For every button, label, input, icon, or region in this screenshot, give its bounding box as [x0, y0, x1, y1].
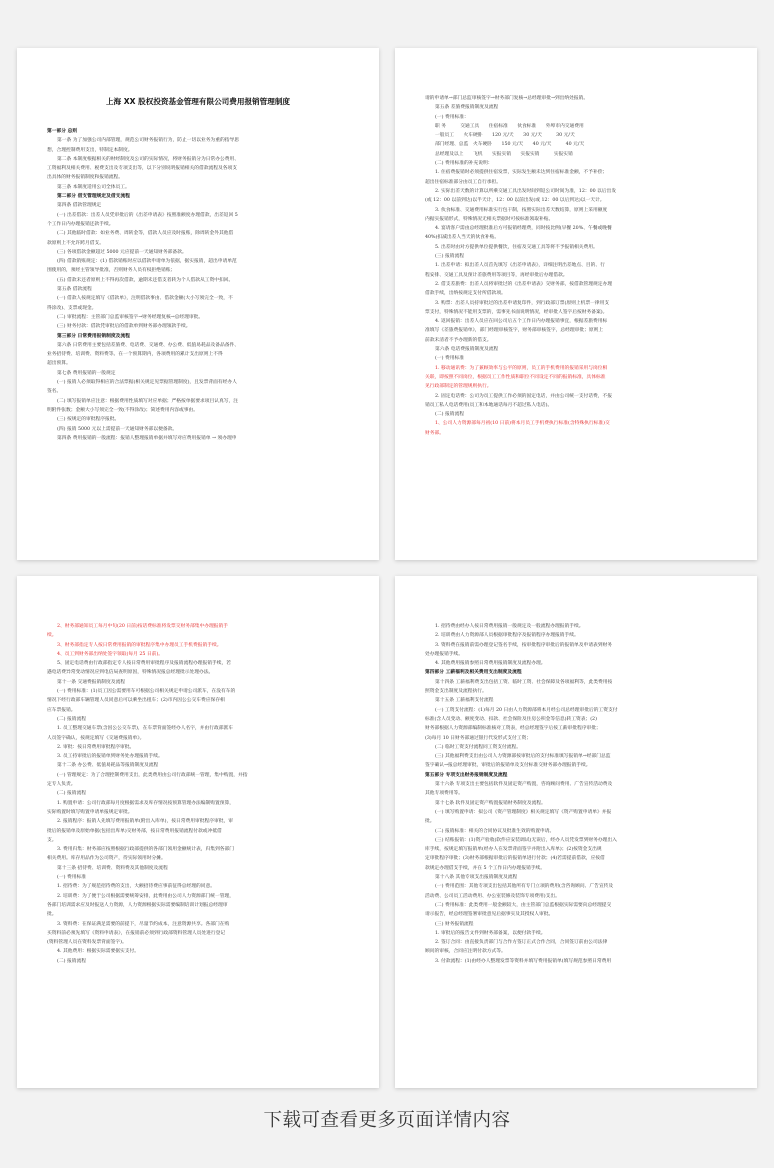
text-line: 1. 审批后的报告文件到财务部备案，以便付款手续。: [435, 930, 546, 936]
text-line: 第二部分 借支管理规定及借支流程: [57, 194, 130, 200]
text-line: 4、员工到财务部出纳处签字领取(每月 25 日前)。: [57, 651, 164, 657]
text-line: 第三部分 日常费用报销制度及流程: [57, 333, 130, 339]
text-line: (三) 财务付款：借款凭审批后的借款单到财务部办理领款手续。: [57, 324, 191, 330]
text-line: 40%)扣减出差人当天的伙食补贴。: [425, 235, 500, 241]
text-line: 2. 报销程序：报销人先填写费用报销单(附出入库单)，按日常费用审批程序审批，审: [57, 819, 233, 825]
text-line: 遇电话费异常变动情况应到电信局查明原因，特殊情况报总经理批示处理办法。: [47, 670, 214, 676]
text-line: 第十七条 软件及固定资产购置报销财务制度及流程。: [435, 800, 546, 806]
text-line: 2. 培训费：为了便于公司根据需要统筹安排，此费用由公司人力资源部门统一管理，: [57, 893, 235, 899]
text-line: 定专人负责。: [47, 782, 76, 788]
text-line: 顾问的审核，合同应注明付款方式等。: [425, 949, 506, 955]
text-line: 5、固定电话费由行政部指定专人按日常费用审批程序及报销流程办理报销手续，若: [57, 661, 232, 667]
text-line: 1. 招待费由经办人按日常费用报销一般规定及一般流程办理报销手续。: [435, 624, 584, 629]
text-line: (一) 填写购置申请：拟公司《资产管理制度》相关规定填写《资产购置申请单》并报: [435, 809, 612, 815]
document-page-2: [395, 48, 757, 560]
text-line: 职 务 交通工具 住宿标准 伙食标准 外埠市内交通费用: [435, 123, 584, 129]
text-line: 第三条 本制度适用公司全体员工。: [57, 184, 130, 190]
text-line: (二) 费用标准的补充说明：: [435, 161, 493, 167]
text-line: 程安排、交通工具及预计差旅费用等项目等，再经审批后办理借款。: [425, 272, 568, 278]
text-line: 处办理报销手续。: [425, 651, 464, 657]
text-line: (三) 报销流程: [435, 254, 464, 260]
text-line: 款原则上不允许跨月借支。: [47, 240, 105, 246]
text-line: 销员工私人电话费用(员工和本地通话每月不超过私人电话)。: [425, 402, 553, 408]
text-line: (3)每月 10 日财务部通过银行代发形式支付工资；: [425, 735, 532, 741]
text-line: 第四条 费用报销的一般流程：报销人整理报销单据并填写对应费用报销单 → 须办理申: [57, 435, 237, 441]
text-line: 第十六条 专项支出主要包括软件及固定资产购置，咨询顾问费用、广告宣传活动费及: [435, 782, 613, 788]
text-line: 一般员工 火车硬卧 120 元/天 30 元/天 30 元/天: [435, 133, 575, 139]
text-line: (四) 报销 5000 元以上需提前一天通知财务部以便备款。: [57, 426, 178, 432]
text-line: 第五条 借款流程: [57, 287, 92, 293]
text-line: 第五条 差旅费报销制度及流程: [435, 105, 499, 111]
text-line: 1. 购置申请：公司行政部每月度根据需求及库存情况按预算管理办法编制购置预算，: [57, 800, 235, 806]
text-line: 3. 付款流程：(1)由经办人整理发票等资料并填写费用报销单(填写规范参照日常费用: [435, 958, 612, 964]
text-line: 活动费、公司员工活动费用、办公室装修及装饰专项费用)支出。: [425, 893, 560, 899]
text-line: 3. 伙食标准、交通费用标准实行包干制，按照实际出差天数结算，原则上采用额度: [435, 207, 608, 213]
text-line: (一) 费用标准: [57, 875, 86, 881]
text-line: 部门经理、总监 火车硬卧 150 元/天 40 元/天 40 元/天: [435, 142, 585, 148]
text-line: (一) 管理规定：为了合理控制费用支出，此类费用由公司行政部统一管理，集中购置，并指: [57, 772, 248, 778]
text-line: 实际购置时填写购置申请单报规定审批。: [47, 809, 133, 815]
text-line: 支。: [47, 837, 57, 843]
text-line: 第六条 日常费用主要包括差旅费、电话费、交通费、办公费、低值易耗品及备品备件、: [57, 342, 240, 348]
text-line: 4. 其他费用：根据实际需要据实支付。: [57, 949, 140, 955]
text-line: 签名。: [47, 389, 62, 395]
text-line: 前款未清者不予办理新的借支。: [425, 337, 492, 343]
text-line: 准填写《差旅费报销单》，部门经理审核签字，财务部审核签字，总经理审批；原则上: [425, 328, 604, 334]
text-line: 签字确认→报总经理审批，审批后的报销单及支付标准交财务部办理报销手续。: [425, 763, 591, 769]
text-line: 总经理及以上 飞机 实报实销 实报实销 实报实销: [435, 151, 573, 157]
text-line: (三) 结账报销：(1)资产验收(软件应安装调试)无误后，经办人员凭发票到财务办理出入: [435, 837, 617, 843]
document-page-4: [395, 576, 757, 1088]
text-line: (二) 报销流程: [57, 791, 86, 797]
text-line: 借款手续，出纳按规定支付所借款项。: [425, 291, 506, 297]
text-line: 第四部分 工薪福利及相关费用支出制度及流程: [425, 670, 522, 676]
text-line: (一) 费用标准：(1)员工因公需要用车可根据公司相关规定申请公司派车，在没有车的: [57, 689, 236, 695]
text-line: (一) 费用范围：其他专项支出包括其他所有专门立项的费用(含咨询顾问、广告宣传及: [435, 884, 614, 890]
text-line: 库手续，按规定填写报销单(经办人在发票背面签字并附出入库单)；(2)按资金支出规: [425, 847, 602, 853]
text-line: 5. 出差时由对方提供单位提供餐饮，住宿及交通工具等将不予报销相关费用。: [435, 244, 598, 250]
text-line: (二) 报销流程: [57, 716, 86, 722]
text-line: 2. 培训费由人力资源部人员根据审批程序及报销程序办理报销手续。: [435, 633, 579, 639]
text-line: (或 12：00 以前到达)以半天计，12：00 以前出发(或 12：00 以后到达)以一天计。: [425, 198, 605, 204]
text-line: 情况下经行政部车辆管理人员同意后可以乘坐出租车；(2)市内因公公交车费应保存相: [47, 698, 225, 704]
text-line: 第四条 借款管理规定: [57, 203, 102, 209]
document-page-1: [17, 48, 379, 560]
text-line: 批。: [47, 912, 57, 918]
text-line: 批后的报销单及原始单据(包括出库单)交财务部，按日常费用报销流程付款或冲抵借: [47, 828, 222, 834]
text-line: (二) 报销流程: [57, 958, 86, 964]
text-line: 3. 资料费：在保证满足需要的前提下，尽量节约成本，注意资源共享。各部门在购: [57, 921, 230, 927]
text-line: 请的申请单→部门总监审核签字→财务部门复核→总经理审批→到出纳处报销。: [425, 96, 589, 101]
text-line: 续。: [47, 633, 57, 639]
text-line: 标准(含人员变动、额度变动、扣款、社会保险及住房公积金等信息)转工资表；(2): [425, 716, 597, 722]
text-line: 得涂改)、支票或现金。: [47, 305, 97, 311]
text-line: 个工作日内办理报销还款手续。: [47, 221, 114, 227]
text-line: 第一部分 总则: [47, 129, 78, 134]
text-line: 1. 出差申请：拟出差人员首先填写《出差申请表》，详细注明出差地点、目的、行: [435, 263, 605, 269]
text-line: 2. 审批：按日常费用审批程序审批。: [57, 744, 135, 750]
text-line: (二) 临时工资支付流程同工资支付流程。: [435, 744, 521, 750]
text-line: (二) 报销标准：相关的合同协议及批准生效的购置申请。: [435, 828, 555, 834]
text-line: 3. 购票：出差人员持审批过的出差申请复印件，到行政部订票(原则上机票一律用支: [435, 300, 610, 306]
text-line: 2. 借支差旅费：出差人员将审批过的《出差申请表》交财务部，按借款管理规定办理: [435, 281, 613, 287]
text-line: 财务部根据人力资源部编制标准核对工资表，经总经理签字后按工薪审批程序审批；: [425, 726, 601, 732]
text-line: 其他专项费用等。: [425, 791, 464, 797]
text-line: 第十三条 招待费、培训费、资料费及其他制度及流程: [57, 865, 168, 871]
text-line: 2. 固定电话费：公司为员工提供工作必须的固定电话，并由公司统一支付话费，不报: [435, 393, 613, 399]
text-line: 1. 员工整理交通车票(含因公公交车票)，在车票背面签经办人名字，并由行政部派车: [57, 726, 233, 732]
text-line: 2. 实际出差天数的计算以所乘交通工具出发时间到返公司时间为准，12：00 以后出发: [435, 188, 617, 194]
download-more-caption[interactable]: 下载可查看更多页面详情内容: [263, 1110, 511, 1131]
text-line: 工资福利及相关费用、税费支出及专项支出等，以下分别说明报销相关的借款流程及各项支: [47, 166, 238, 172]
text-line: (一) 报销人必须取得相应的合法票据(相关规定见票据管理制度)，且发票背面有经办人: [57, 380, 237, 386]
text-line: 第六条 电话费报销制度及流程: [435, 347, 499, 353]
text-line: 请示报告，经总经理签署审批意见后据事实及其授权人审批。: [425, 912, 554, 918]
text-line: 第二条 本制度根据相关的财经制度及公司的实际情况，将财务报销分为日常办公费用、: [57, 156, 240, 162]
text-line: 1. 移动通讯费：为了兼顾效率与公平的原则，员工的手机费用的报销采用与岗位相: [435, 365, 608, 371]
text-line: 买资料前必须先填写《资料申请表》，在报销前必须到行政部资料管理人员处进行登记: [47, 930, 226, 936]
text-line: 3. 员工持审批后的报销单到财务处办理报销手续。: [57, 754, 163, 760]
text-line: 想，合理控制费用支出，特制定本制度。: [47, 147, 133, 153]
text-line: 关联，即按照不同岗位，根据员工工作性质和职位不同设定不同的报销标准，具体标准: [425, 374, 606, 380]
text-line: 见行政部制定的管理规则执行。: [425, 384, 492, 390]
text-line: 1. 住宿费报销时必须提供住宿发票，实际发生额未达到住宿标准金额，不予补偿；: [435, 170, 608, 176]
text-line: (二) 费用标准：此类费用一般金额较大，由主管部门总监根据实际需要向总经理提交: [435, 902, 612, 908]
text-line: 4. 宴请客户需由总经理批准后方可报销经理费，同时按比例(早餐 20%、午餐或晚餐: [435, 226, 612, 232]
text-line: 财务部。: [425, 430, 445, 436]
text-line: 围使用的，须经主管领导批准，否则财务人员有权拒绝销账；: [47, 268, 176, 274]
text-line: 1、公司人力资源部每月初(10 日前)将本月员工手机费执行标准(含特殊执行标准)交: [435, 421, 610, 427]
text-line: (三) 其他福利费支出由公司人力资源部按审批后的支付标准填写报销单→经部门总监: [435, 754, 611, 760]
text-line: (资料管理人员在资料发票背面签字)。: [47, 940, 127, 946]
text-line: 定审批程序审批；(3)财务部根据审批后的报销单进行付款；(4)若需提前借款，应按借: [425, 856, 605, 862]
text-line: 超出预算。: [47, 361, 71, 367]
text-line: 人员签字确认，按规定填写《交通费报销单》。: [47, 735, 145, 741]
text-line: 第十二条 办公费、低值易耗品等报销制度及流程: [57, 763, 159, 769]
text-line: (五) 借款未还者原则上不得再次借款，逾期未还借支者转为个人借款从工资中扣回。: [57, 277, 234, 283]
text-line: 第五部分 专项支出财务报销制度及流程: [425, 772, 508, 778]
text-line: (三) 财务报销流程: [435, 921, 474, 927]
text-line: 2. 签订合同：由直接负责部门与合作方签订正式合作合同，合同签订前由公司法律: [435, 940, 608, 946]
text-line: 内据实报销形式，特殊情况无相关票据时可按标准领取补贴。: [425, 216, 554, 222]
text-line: 第十四条 工薪福利费支出包括工资、临时工资、社会保障及各项福利等，此类费用按: [435, 679, 613, 685]
text-line: 明附件张数；金额大小写须完全一致(不得涂改)；简述费用内容或事由。: [47, 407, 198, 413]
text-line: (二) 审批流程：主管部门总监审核签字→财务经理复核→总经理审批。: [57, 314, 204, 320]
text-line: 款规定办理借支手续，并在 5 个工作日内办理报销手续。: [425, 865, 546, 871]
text-line: 照资金支出制度及流程执行。: [425, 689, 487, 695]
text-line: 出具体的财务报销制度和报销流程。: [47, 175, 124, 181]
text-line: 应车票报销。: [47, 707, 76, 713]
text-line: 票支付，特殊情况不能用支票的，需事先书面说明情况，经审批人签字后按财务备案)。: [425, 309, 608, 315]
text-line: (一) 费用标准: [435, 356, 464, 362]
text-line: 3. 资料费在报销前需办理登记签名手续，按审批程序审批后的报销单及申请表到财务: [435, 642, 613, 648]
text-line: 3. 费用归集：财务部应按照根据行政部提供的各部门领用金额统计表，归集到各部门: [57, 847, 235, 853]
text-line: 第一条 为了加强公司内部管理，规范公司财务报销行为，防止一切以业务为重的指导思: [57, 138, 240, 144]
text-line: 超出住宿标准部分由员工自行承担。: [425, 179, 502, 185]
text-line: (四) 借款销账规定：(1) 借款销账时应以借款申请单为依据，据实报销，超出申请单范: [57, 259, 237, 265]
text-line: (三) 按规定的审批程序报批。: [57, 417, 120, 423]
text-line: 第七条 费用报销的一般规定: [57, 370, 116, 376]
text-line: 4. 其他费用报销参照日常费用报销制度及流程办理。: [435, 661, 546, 667]
text-line: (一) 借款人按规定填写《借款单》，注明借款事由、借款金额(大小写须完全一致，不: [57, 296, 233, 302]
text-line: 第十一条 交通费报销制度及流程: [57, 679, 126, 685]
text-line: (三) 各项借款金额超过 5000 元应提前一天通知财务部备款。: [57, 249, 187, 255]
text-line: 第十八条 其他专项支出报销制度及流程: [435, 875, 518, 881]
text-line: 4. 返回报销：出差人员应在回公司后五个工作日内办理报销事宜，根据差旅费用标: [435, 319, 608, 325]
text-line: 业务招待费、培训费、资料费等。在一个预算期内，各项费用的累计支出原则上不得: [47, 352, 223, 358]
text-line: (一) 出差借款：出差人员凭审批后的《出差申请表》按照准额度办理借款，出差返回 5: [57, 212, 238, 218]
text-line: (二) 填写报销单应注意：根据费用性质填写对应单据；严格按单据要求项目认真写，注: [57, 398, 238, 404]
text-line: 各部门培训需求应及时报送人力资源，人力资源根据实际需要编制培训计划报总经理审: [47, 902, 228, 908]
text-line: 第十五条 工薪福利支付流程: [435, 698, 494, 704]
text-line: 3、财务部指定专人按日常费用报销的审批程序集中办理员工手机费报销手续。: [57, 642, 222, 648]
text-line: (一) 工资支付流程：(1)每月 20 日由人力资源部将本月经公司总经理审批后的工资支付: [435, 707, 618, 713]
text-line: (二) 其他临时借款：如业务费、周转金等，借款人员应及时报账，除周转金外其他借: [57, 231, 234, 237]
text-line: (一) 费用标准：: [435, 114, 469, 120]
text-line: 1. 招待费：为了规范招待费的支出，大额招待费应事前征得总经理的同意。: [57, 884, 216, 890]
text-line: 2、财务部通知员工每月中旬(20 日前)按话费标准将发票交财务部集中办理报销手: [57, 624, 229, 629]
text-line: (二) 报销流程: [435, 412, 464, 418]
document-page-3: [17, 576, 379, 1088]
text-line: 相关费用。库存用品作为公司资产，待实际领用时分摊。: [47, 856, 166, 862]
document-title: 上海 XX 股权投资基金管理有限公司费用报销管理制度: [105, 97, 291, 106]
text-line: 批。: [425, 819, 435, 825]
